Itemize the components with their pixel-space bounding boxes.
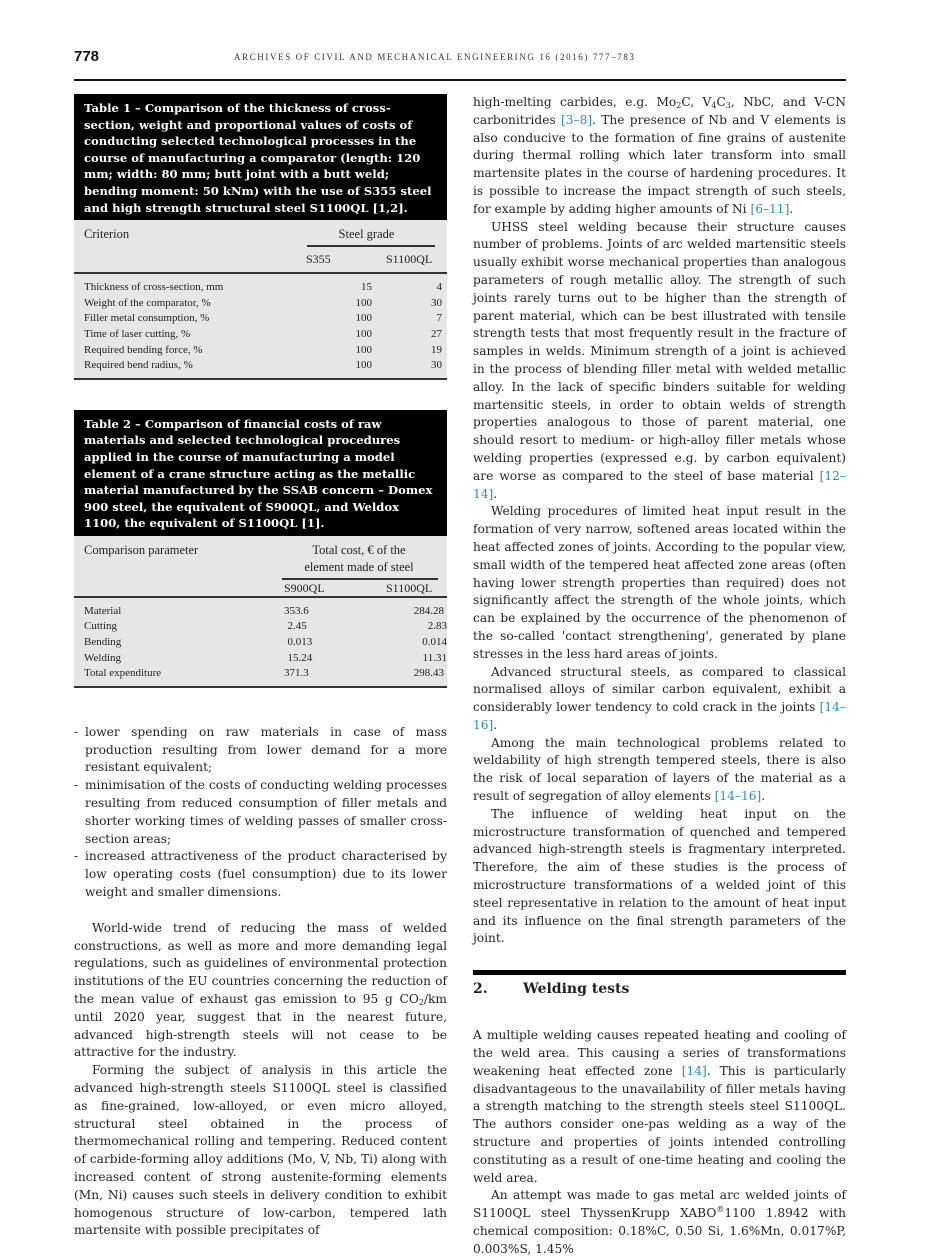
table-1-group-rule (307, 245, 435, 247)
paragraph: high-melting carbides, e.g. $Mo_2C$, $V_4C_3$, NbC, and V-CN carbonitrides [3–8]. The presence of Nb and V elements is also conducive to the formation of fine grains of austenite during thermal rolling which later transform into small martensite plates in the course of hardening procedures. It is possible to increase the impact strength of such steels, for example by adding higher amounts of Ni [6–11]. (473, 95, 847, 216)
citation-link[interactable]: [3–8] (561, 112, 593, 127)
table-row: Required bending force, % 100 19 (84, 343, 442, 356)
left-column (74, 94, 447, 1240)
table-1-col-criterion: Criterion (84, 227, 130, 242)
list-item: - lower spending on raw materials in case of mass production resulting from lower demand for a more resistant equivalent; (74, 724, 447, 777)
table-2-body (74, 598, 447, 688)
paragraph: Advanced structural steels, as compared to classical normalised alloys of similar carbon equivalent, exhibit a considerably lower tendency to cold crack in the joints [14–16]. (473, 664, 846, 732)
citation-link[interactable]: [14] (681, 1063, 707, 1078)
page-number: 778 (74, 48, 100, 65)
citation-link[interactable]: [14–16] (473, 700, 846, 732)
table-row: Thickness of cross-section, mm 15 4 (84, 281, 442, 294)
table-2-group-line2: element made of steel (304, 559, 414, 574)
table-1-caption: Table 1 – Comparison of the thickness of cross-section, weight and proportional values of costs of conducting selected technological processes in the course of manufacturing a comparator (length: 120 mm; width: 80 mm; butt joint with a butt weld; bending moment: 50 kNm) with the use of S355 steel and high strength structural steel S1100QL [1,2]. (74, 94, 447, 220)
section-title: Welding tests (523, 981, 630, 998)
list-item: - increased attractiveness of the product characterised by low operating costs (fuel consumption) due to its lower weight and smaller dimensions. (74, 848, 447, 901)
paragraph: An attempt was made to gas metal arc welded joints of S1100QL steel ThyssenKrupp XABO®1100 1.8942 with chemical composition: 0.18%C, 0.50 Si, 1.6%Mn, 0.017%P, 0.003%S, 1.45% (473, 1188, 846, 1256)
table-row: Time of laser cutting, % 100 27 (84, 327, 442, 340)
paragraph: Among the main technological problems related to weldability of high strength tempered steels, there is also the risk of local separation of layers of the material as a result of segregation of alloy elements [14–16]. (473, 735, 846, 804)
table-row: Welding 15.24 11.31 (84, 651, 447, 664)
table-row: Cutting 2.45 2.83 (84, 620, 447, 633)
table-1-body (74, 274, 447, 380)
table-row: Weight of the comparator, % 100 30 (84, 296, 442, 309)
table-row: Material 353.6 284.28 (84, 604, 444, 617)
table-2-col-s1100ql: S1100QL (386, 580, 433, 595)
running-head: ARCHIVES OF CIVIL AND MECHANICAL ENGINEERING 16 (2016) 777–783 (234, 52, 636, 62)
section-number: 2. (473, 981, 488, 998)
table-1-header (74, 220, 447, 274)
citation-link[interactable]: [12–14] (473, 468, 846, 501)
paragraph: Welding procedures of limited heat input result in the formation of very narrow, softened areas located within the heat affected zones of joints. According to the popular view, small width of the tempered heat affected zone areas (often having lower strength properties than required) does not significantly affect the strength of the whole joints, which can be explained by the occurrence of the phenomenon of the so-called 'contact strengthening', generated by plane stresses in the less hard areas of joints. (473, 504, 846, 661)
table-row: Total expenditure 371.3 298.43 (84, 667, 444, 680)
table-2-col-parameter: Comparison parameter (84, 542, 199, 557)
table-2-group-line1: Total cost, € of the (312, 542, 406, 557)
paragraph: World-wide trend of reducing the mass of welded constructions, as well as more and more demanding legal regulations, such as guidelines of environmental protection institutions of the EU countries concerning the reduction of the mean value of exhaust gas emission to 95 g $CO_2/km$ until 2020 year, suggest that in the nearest future, advanced high-strength steels will not cease to be attractive for the industry. (74, 920, 447, 1060)
paragraph: Forming the subject of analysis in this article the advanced high-strength steels S1100QL steel is classified as fine-grained, low-alloyed, or even micro alloyed, structural steel obtained in the process of thermomechanical rolling and tempering. Reduced content of carbide-forming alloy additions (Mo, V, Nb, Ti) along with increased content of strong austenite-forming elements (Mn, Ni) causes such steels in delivery condition to exhibit homogenous structure of low-carbon, tempered lath martensite with possible precipitates of (74, 1063, 447, 1238)
table-2 (74, 410, 447, 688)
table-row: Required bend radius, % 100 30 (84, 359, 442, 372)
citation-link[interactable]: [6–11] (750, 201, 790, 216)
table-2-header (74, 536, 447, 598)
table-1-col-s355: S355 (306, 252, 331, 267)
table-2-col-s900ql: S900QL (284, 580, 325, 595)
table-1-group-steel-grade: Steel grade (338, 227, 395, 242)
section-rule (473, 970, 846, 975)
table-row: Bending 0.013 0.014 (84, 636, 447, 649)
paragraph: UHSS steel welding because their structure causes number of problems. Joints of arc welded martensitic steels usually exhibit worse mechanical properties than analogous parameters of rough metallic alloy. The strength of such joints rarely turns out to be higher than the strength of parent material, which can be best illustrated with tensile strength tests that most frequently result in the fracture of samples in welds. Minimum strength of a joint is achieved in the process of blending filler metal with welded metallic alloy. In the lack of specific binders suitable for welding martensitic steels, in order to obtain welds of strength properties analogous to those of parent material, one should resort to medium- or high-alloy filler metals whose welding properties (expressed e.g. by carbon equivalent) are worse as compared to the steel of base material [12–14]. (473, 219, 846, 501)
right-column (473, 94, 846, 1259)
list-item: - minimisation of the costs of conducting welding processes resulting from reduced consumption of filler metals and shorter working times of welding passes of smaller cross-section areas; (74, 777, 447, 848)
paragraph: The influence of welding heat input on the microstructure transformation of quenched and tempered advanced high-strength steels is fragmentary interpreted. Therefore, the aim of these studies is the process of microstructure transformations of a welded joint of this steel representative in relation to the amount of heat input and its influence on the final strength parameters of the joint. (473, 806, 846, 946)
paragraph: A multiple welding causes repeated heating and cooling of the weld area. This causing a series of transformations weakening heat effected zone [14]. This is particularly disadvantageous to the unavailability of filler metals having a strength matching to the strength steels steel S1100QL. The authors consider one-pas welding as a way of the structure and properties of joints intended controlling constituting as a result of one-time heating and cooling the weld area. (473, 1028, 846, 1185)
page-header (74, 48, 846, 78)
header-rule (74, 79, 846, 81)
benefits-list (74, 724, 447, 902)
citation-link[interactable]: [14–16] (714, 789, 762, 804)
table-row: Filler metal consumption, % 100 7 (84, 312, 442, 325)
table-2-caption: Table 2 – Comparison of financial costs of raw materials and selected technological procedures applied in the course of manufacturing a model element of a crane structure acting as the metallic material manufactured by the SSAB concern – Domex 900 steel, the equivalent of S900QL, and Weldox 1100, the equivalent of S1100QL [1]. (74, 410, 447, 536)
table-1 (74, 94, 447, 380)
section-heading (473, 981, 846, 1027)
table-1-col-s1100ql: S1100QL (386, 252, 433, 267)
